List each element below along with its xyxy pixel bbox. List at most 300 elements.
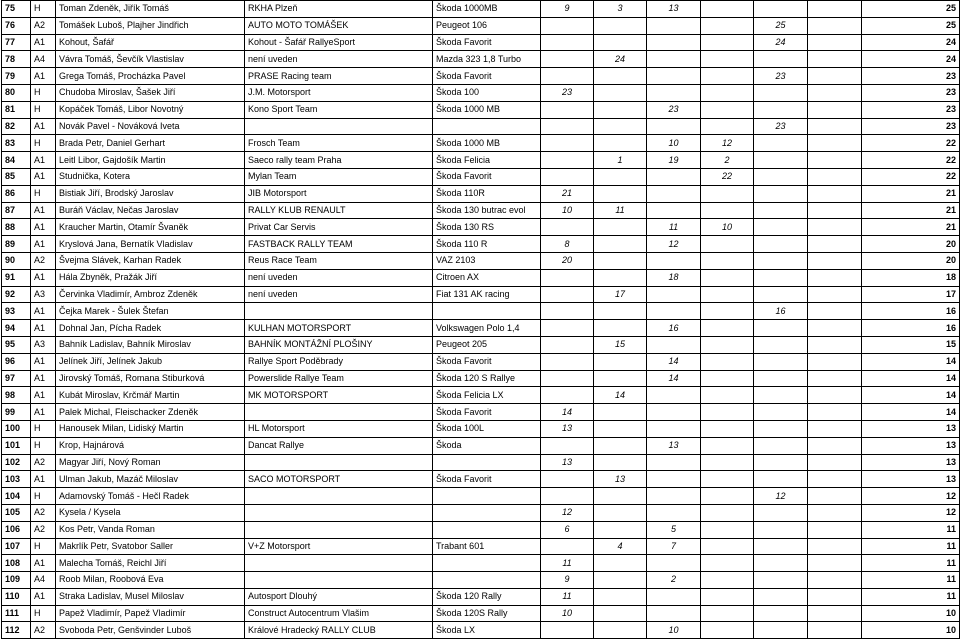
car-cell	[433, 303, 541, 320]
crew-cell: Bistiak Jiří, Brodský Jaroslav	[56, 185, 245, 202]
class-cell: A1	[31, 320, 56, 337]
points-cell: 13	[541, 420, 594, 437]
points-cell	[808, 152, 862, 169]
car-cell: Škoda 100L	[433, 420, 541, 437]
points-cell: 10	[541, 605, 594, 622]
class-cell: A2	[31, 521, 56, 538]
points-cell	[541, 488, 594, 505]
points-cell	[808, 51, 862, 68]
points-cell	[541, 320, 594, 337]
points-cell	[808, 17, 862, 34]
points-cell: 20	[541, 252, 594, 269]
car-cell	[433, 504, 541, 521]
table-row	[2, 370, 960, 387]
points-cell	[594, 555, 647, 572]
car-cell	[433, 521, 541, 538]
points-cell: 14	[647, 370, 701, 387]
total-cell: 24	[862, 51, 960, 68]
total-cell: 11	[862, 572, 960, 589]
team-cell	[245, 488, 433, 505]
class-cell: A1	[31, 118, 56, 135]
points-cell	[808, 135, 862, 152]
points-cell	[541, 101, 594, 118]
car-cell: Škoda Favorit	[433, 471, 541, 488]
points-cell	[808, 168, 862, 185]
total-cell: 15	[862, 336, 960, 353]
points-cell	[701, 34, 754, 51]
points-cell	[701, 185, 754, 202]
car-cell: Peugeot 205	[433, 336, 541, 353]
points-cell	[647, 286, 701, 303]
points-cell	[808, 185, 862, 202]
crew-cell: Kubát Miroslav, Krčmář Martin	[56, 387, 245, 404]
class-cell: A1	[31, 387, 56, 404]
class-cell: A1	[31, 219, 56, 236]
points-cell	[701, 521, 754, 538]
points-cell	[754, 185, 808, 202]
points-cell: 11	[647, 219, 701, 236]
class-cell: A1	[31, 236, 56, 253]
team-cell: Králové Hradecký RALLY CLUB	[245, 622, 433, 639]
rank-cell: 99	[2, 404, 31, 421]
team-cell: není uveden	[245, 269, 433, 286]
crew-cell: Makrlík Petr, Svatobor Saller	[56, 538, 245, 555]
rank-cell: 100	[2, 420, 31, 437]
total-cell: 11	[862, 521, 960, 538]
table-row	[2, 135, 960, 152]
points-cell: 13	[647, 1, 701, 18]
team-cell	[245, 572, 433, 589]
total-cell: 12	[862, 504, 960, 521]
points-cell	[647, 588, 701, 605]
table-row	[2, 353, 960, 370]
points-cell: 2	[647, 572, 701, 589]
team-cell	[245, 303, 433, 320]
rank-cell: 98	[2, 387, 31, 404]
car-cell: Mazda 323 1,8 Turbo	[433, 51, 541, 68]
points-cell	[808, 101, 862, 118]
crew-cell: Kohout, Šafář	[56, 34, 245, 51]
car-cell	[433, 555, 541, 572]
car-cell: Peugeot 106	[433, 17, 541, 34]
points-cell	[701, 51, 754, 68]
team-cell: Frosch Team	[245, 135, 433, 152]
points-cell	[808, 488, 862, 505]
points-cell	[647, 34, 701, 51]
team-cell: J.M. Motorsport	[245, 84, 433, 101]
points-cell	[701, 387, 754, 404]
team-cell: Powerslide Rallye Team	[245, 370, 433, 387]
table-row	[2, 17, 960, 34]
class-cell: A1	[31, 471, 56, 488]
points-cell: 13	[541, 454, 594, 471]
table-row	[2, 34, 960, 51]
rank-cell: 87	[2, 202, 31, 219]
points-cell	[594, 320, 647, 337]
total-cell: 21	[862, 202, 960, 219]
crew-cell: Jirovský Tomáš, Romana Stiburková	[56, 370, 245, 387]
rank-cell: 92	[2, 286, 31, 303]
car-cell: Škoda 100	[433, 84, 541, 101]
team-cell: PRASE Racing team	[245, 68, 433, 85]
points-cell: 24	[754, 34, 808, 51]
class-cell: A2	[31, 622, 56, 639]
points-cell	[594, 168, 647, 185]
points-cell: 14	[594, 387, 647, 404]
points-cell	[754, 202, 808, 219]
points-cell	[808, 84, 862, 101]
table-row	[2, 538, 960, 555]
points-cell	[647, 488, 701, 505]
points-cell	[808, 252, 862, 269]
team-cell: Reus Race Team	[245, 252, 433, 269]
points-cell	[808, 269, 862, 286]
points-cell	[541, 370, 594, 387]
team-cell: SACO MOTORSPORT	[245, 471, 433, 488]
car-cell: Škoda 1000 MB	[433, 101, 541, 118]
points-cell	[808, 320, 862, 337]
points-cell	[594, 437, 647, 454]
points-cell	[541, 336, 594, 353]
points-cell	[808, 336, 862, 353]
points-cell	[808, 68, 862, 85]
total-cell: 21	[862, 219, 960, 236]
points-cell: 10	[541, 202, 594, 219]
points-cell	[754, 387, 808, 404]
points-cell	[541, 538, 594, 555]
points-cell	[541, 51, 594, 68]
crew-cell: Kopáček Tomáš, Libor Novotný	[56, 101, 245, 118]
points-cell	[541, 34, 594, 51]
crew-cell: Jelínek Jiří, Jelínek Jakub	[56, 353, 245, 370]
crew-cell: Čejka Marek - Šulek Štefan	[56, 303, 245, 320]
points-cell	[594, 353, 647, 370]
points-cell	[647, 471, 701, 488]
points-cell	[754, 622, 808, 639]
table-row	[2, 303, 960, 320]
points-cell	[754, 101, 808, 118]
team-cell: RKHA Plzeň	[245, 1, 433, 18]
points-cell	[701, 1, 754, 18]
points-cell	[541, 353, 594, 370]
points-cell	[647, 387, 701, 404]
team-cell	[245, 118, 433, 135]
points-cell	[541, 168, 594, 185]
total-cell: 23	[862, 101, 960, 118]
crew-cell: Kysela / Kysela	[56, 504, 245, 521]
class-cell: H	[31, 84, 56, 101]
rank-cell: 107	[2, 538, 31, 555]
table-row	[2, 118, 960, 135]
crew-cell: Toman Zdeněk, Jiřík Tomáš	[56, 1, 245, 18]
team-cell: Construct Autocentrum Vlašim	[245, 605, 433, 622]
rank-cell: 83	[2, 135, 31, 152]
points-cell: 23	[647, 101, 701, 118]
class-cell: H	[31, 1, 56, 18]
points-cell	[541, 387, 594, 404]
class-cell: H	[31, 538, 56, 555]
crew-cell: Vávra Tomáš, Ševčík Vlastislav	[56, 51, 245, 68]
car-cell: Škoda Favorit	[433, 68, 541, 85]
points-cell	[647, 252, 701, 269]
rank-cell: 78	[2, 51, 31, 68]
rank-cell: 108	[2, 555, 31, 572]
class-cell: A1	[31, 588, 56, 605]
points-cell	[808, 555, 862, 572]
points-cell	[808, 118, 862, 135]
points-cell: 5	[647, 521, 701, 538]
table-row	[2, 420, 960, 437]
car-cell: Škoda Favorit	[433, 353, 541, 370]
crew-cell: Leitl Libor, Gajdošík Martin	[56, 152, 245, 169]
car-cell: Škoda Favorit	[433, 34, 541, 51]
crew-cell: Studnička, Kotera	[56, 168, 245, 185]
points-cell: 8	[541, 236, 594, 253]
class-cell: A3	[31, 336, 56, 353]
car-cell: Škoda LX	[433, 622, 541, 639]
class-cell: A1	[31, 34, 56, 51]
points-cell	[808, 454, 862, 471]
points-cell	[808, 387, 862, 404]
car-cell	[433, 454, 541, 471]
points-cell	[701, 588, 754, 605]
team-cell: Rallye Sport Poděbrady	[245, 353, 433, 370]
rank-cell: 79	[2, 68, 31, 85]
class-cell: H	[31, 437, 56, 454]
crew-cell: Magyar Jiří, Nový Roman	[56, 454, 245, 471]
class-cell: H	[31, 101, 56, 118]
points-cell: 19	[647, 152, 701, 169]
total-cell: 23	[862, 118, 960, 135]
crew-cell: Kraucher Martin, Otamír Švaněk	[56, 219, 245, 236]
points-cell	[594, 252, 647, 269]
rank-cell: 102	[2, 454, 31, 471]
table-row	[2, 320, 960, 337]
total-cell: 23	[862, 84, 960, 101]
crew-cell: Švejma Slávek, Karhan Radek	[56, 252, 245, 269]
points-cell	[701, 420, 754, 437]
points-cell	[754, 219, 808, 236]
points-cell	[701, 252, 754, 269]
points-cell	[701, 353, 754, 370]
points-cell	[647, 336, 701, 353]
points-cell	[808, 521, 862, 538]
total-cell: 16	[862, 303, 960, 320]
car-cell	[433, 572, 541, 589]
crew-cell: Dohnal Jan, Pícha Radek	[56, 320, 245, 337]
points-cell: 7	[647, 538, 701, 555]
points-cell: 12	[701, 135, 754, 152]
points-cell: 22	[701, 168, 754, 185]
points-cell	[808, 538, 862, 555]
points-cell	[541, 118, 594, 135]
table-row	[2, 84, 960, 101]
points-cell: 6	[541, 521, 594, 538]
points-cell	[541, 135, 594, 152]
team-cell: Dancat Rallye	[245, 437, 433, 454]
crew-cell: Tomášek Luboš, Plajher Jindřich	[56, 17, 245, 34]
class-cell: A4	[31, 51, 56, 68]
points-cell	[754, 152, 808, 169]
class-cell: H	[31, 605, 56, 622]
class-cell: H	[31, 135, 56, 152]
points-cell	[754, 236, 808, 253]
points-cell	[808, 219, 862, 236]
total-cell: 18	[862, 269, 960, 286]
rank-cell: 93	[2, 303, 31, 320]
team-cell	[245, 454, 433, 471]
total-cell: 13	[862, 437, 960, 454]
points-cell	[754, 588, 808, 605]
points-cell: 15	[594, 336, 647, 353]
rank-cell: 77	[2, 34, 31, 51]
rank-cell: 84	[2, 152, 31, 169]
total-cell: 24	[862, 34, 960, 51]
points-cell	[701, 605, 754, 622]
points-cell	[701, 236, 754, 253]
points-cell	[647, 454, 701, 471]
points-cell	[754, 420, 808, 437]
car-cell: Citroen AX	[433, 269, 541, 286]
total-cell: 14	[862, 404, 960, 421]
team-cell: HL Motorsport	[245, 420, 433, 437]
table-row	[2, 555, 960, 572]
team-cell: Privat Car Servis	[245, 219, 433, 236]
points-cell	[647, 17, 701, 34]
points-cell	[701, 370, 754, 387]
points-cell	[754, 336, 808, 353]
table-row	[2, 605, 960, 622]
table-row	[2, 572, 960, 589]
points-cell	[647, 504, 701, 521]
team-cell: není uveden	[245, 51, 433, 68]
points-cell	[594, 303, 647, 320]
points-cell	[754, 454, 808, 471]
points-cell	[701, 454, 754, 471]
table-row	[2, 51, 960, 68]
class-cell: A1	[31, 555, 56, 572]
points-cell	[647, 605, 701, 622]
table-row	[2, 521, 960, 538]
table-row	[2, 219, 960, 236]
total-cell: 20	[862, 236, 960, 253]
table-row	[2, 152, 960, 169]
team-cell: FASTBACK RALLY TEAM	[245, 236, 433, 253]
points-cell	[594, 504, 647, 521]
points-cell	[594, 588, 647, 605]
total-cell: 14	[862, 387, 960, 404]
crew-cell: Hanousek Milan, Lidiský Martin	[56, 420, 245, 437]
points-cell	[541, 219, 594, 236]
points-cell	[541, 286, 594, 303]
rank-cell: 109	[2, 572, 31, 589]
points-cell: 14	[541, 404, 594, 421]
class-cell: A2	[31, 454, 56, 471]
class-cell: A1	[31, 353, 56, 370]
table-row	[2, 437, 960, 454]
rank-cell: 111	[2, 605, 31, 622]
points-cell: 10	[647, 135, 701, 152]
table-row	[2, 185, 960, 202]
points-cell	[808, 572, 862, 589]
points-cell: 12	[541, 504, 594, 521]
points-cell	[808, 303, 862, 320]
crew-cell: Buráň Václav, Nečas Jaroslav	[56, 202, 245, 219]
crew-cell: Grega Tomáš, Procházka Pavel	[56, 68, 245, 85]
class-cell: A1	[31, 370, 56, 387]
rank-cell: 97	[2, 370, 31, 387]
table-row	[2, 101, 960, 118]
points-cell	[701, 101, 754, 118]
points-cell	[808, 404, 862, 421]
points-cell	[701, 437, 754, 454]
points-cell	[647, 420, 701, 437]
rank-cell: 106	[2, 521, 31, 538]
crew-cell: Papež Vladimír, Papež Vladimír	[56, 605, 245, 622]
team-cell: BAHNÍK MONTÁŽNÍ PLOŠINY	[245, 336, 433, 353]
crew-cell: Adamovský Tomáš - Hečl Radek	[56, 488, 245, 505]
crew-cell: Bahník Ladislav, Bahník Miroslav	[56, 336, 245, 353]
rank-cell: 96	[2, 353, 31, 370]
points-cell	[541, 269, 594, 286]
points-cell: 4	[594, 538, 647, 555]
team-cell: RALLY KLUB RENAULT	[245, 202, 433, 219]
car-cell	[433, 488, 541, 505]
points-cell	[701, 84, 754, 101]
table-row	[2, 454, 960, 471]
crew-cell: Červinka Vladimír, Ambroz Zdeněk	[56, 286, 245, 303]
points-cell	[647, 118, 701, 135]
points-cell	[754, 471, 808, 488]
total-cell: 10	[862, 622, 960, 639]
points-cell	[701, 572, 754, 589]
total-cell: 22	[862, 168, 960, 185]
points-cell: 23	[754, 68, 808, 85]
team-cell: Mylan Team	[245, 168, 433, 185]
rank-cell: 104	[2, 488, 31, 505]
table-row	[2, 404, 960, 421]
rank-cell: 88	[2, 219, 31, 236]
total-cell: 17	[862, 286, 960, 303]
car-cell: Škoda 130 butrac evol	[433, 202, 541, 219]
points-cell	[647, 84, 701, 101]
car-cell	[433, 118, 541, 135]
class-cell: A1	[31, 152, 56, 169]
points-cell	[808, 471, 862, 488]
table-row	[2, 168, 960, 185]
points-cell	[808, 353, 862, 370]
points-cell	[754, 135, 808, 152]
points-cell: 11	[541, 588, 594, 605]
rank-cell: 76	[2, 17, 31, 34]
crew-cell: Malecha Tomáš, Reichl Jiří	[56, 555, 245, 572]
table-row	[2, 286, 960, 303]
points-cell	[594, 521, 647, 538]
rank-cell: 112	[2, 622, 31, 639]
rank-cell: 110	[2, 588, 31, 605]
class-cell: A1	[31, 404, 56, 421]
car-cell: Škoda 120S Rally	[433, 605, 541, 622]
rank-cell: 91	[2, 269, 31, 286]
points-cell	[541, 471, 594, 488]
rank-cell: 103	[2, 471, 31, 488]
points-cell	[594, 34, 647, 51]
points-cell	[754, 572, 808, 589]
crew-cell: Hála Zbyněk, Pražák Jiří	[56, 269, 245, 286]
points-cell	[701, 118, 754, 135]
table-row	[2, 202, 960, 219]
points-cell: 10	[701, 219, 754, 236]
